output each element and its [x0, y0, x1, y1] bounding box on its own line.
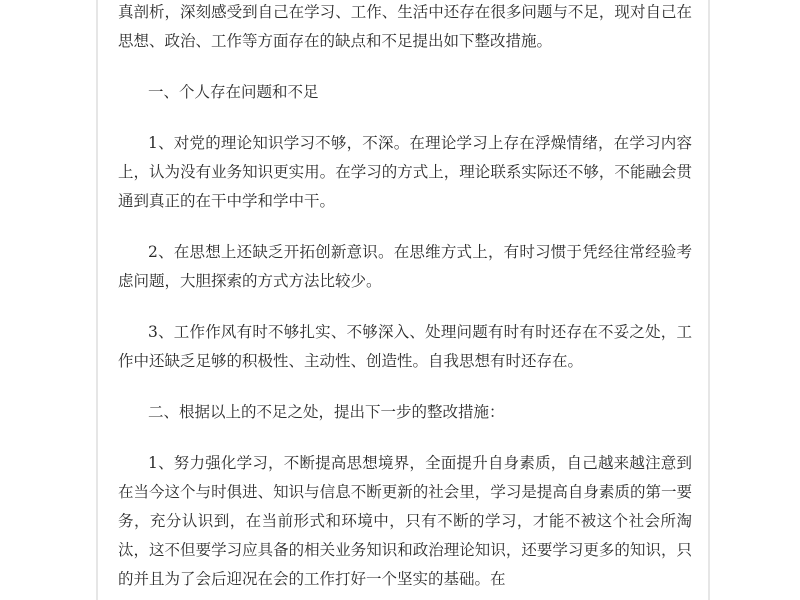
problem-item-1: 1、对党的理论知识学习不够，不深。在理论学习上存在浮燥情绪，在学习内容上，认为没有业务知识更实用。在学习的方式上，理论联系实际还不够，不能融会贯通到真正的在干中学和学中干。: [118, 134, 692, 210]
section-heading-2: 二、根据以上的不足之处，提出下一步的整改措施：: [148, 403, 505, 421]
intro-paragraph: 真剖析，深刻感受到自己在学习、工作、生活中还存在很多问题与不足，现对自己在思想、政治、工作等方面存在的缺点和不足提出如下整改措施。: [118, 3, 692, 50]
problem-item-2: 2、在思想上还缺乏开拓创新意识。在思维方式上，有时习惯于凭经往常经验考虑问题，大胆探索的方式方法比较少。: [118, 243, 692, 290]
problem-item-3: 3、工作作风有时不够扎实、不够深入、处理问题有时有时还存在不妥之处，工作中还缺乏足够的积极性、主动性、创造性。自我思想有时还存在。: [118, 323, 692, 370]
document-body: [118, 0, 692, 600]
page-left-edge: [96, 0, 98, 600]
page-right-edge: [708, 0, 710, 600]
section-heading-1: 一、个人存在问题和不足: [148, 83, 319, 101]
measure-item-1: 1、努力强化学习，不断提高思想境界，全面提升自身素质，自己越来越注意到在当今这个与时俱进、知识与信息不断更新的社会里，学习是提高自身素质的第一要务，充分认识到，在当前形式和环境中，只有不断的学习，才能不被这个社会所淘汰，这不但要学习应具备的相关业务知识和政治理论知识，还要学习更多的知识，只的并且为了会后迎况在会的工作打好一个坚实的基础。在: [118, 454, 692, 588]
